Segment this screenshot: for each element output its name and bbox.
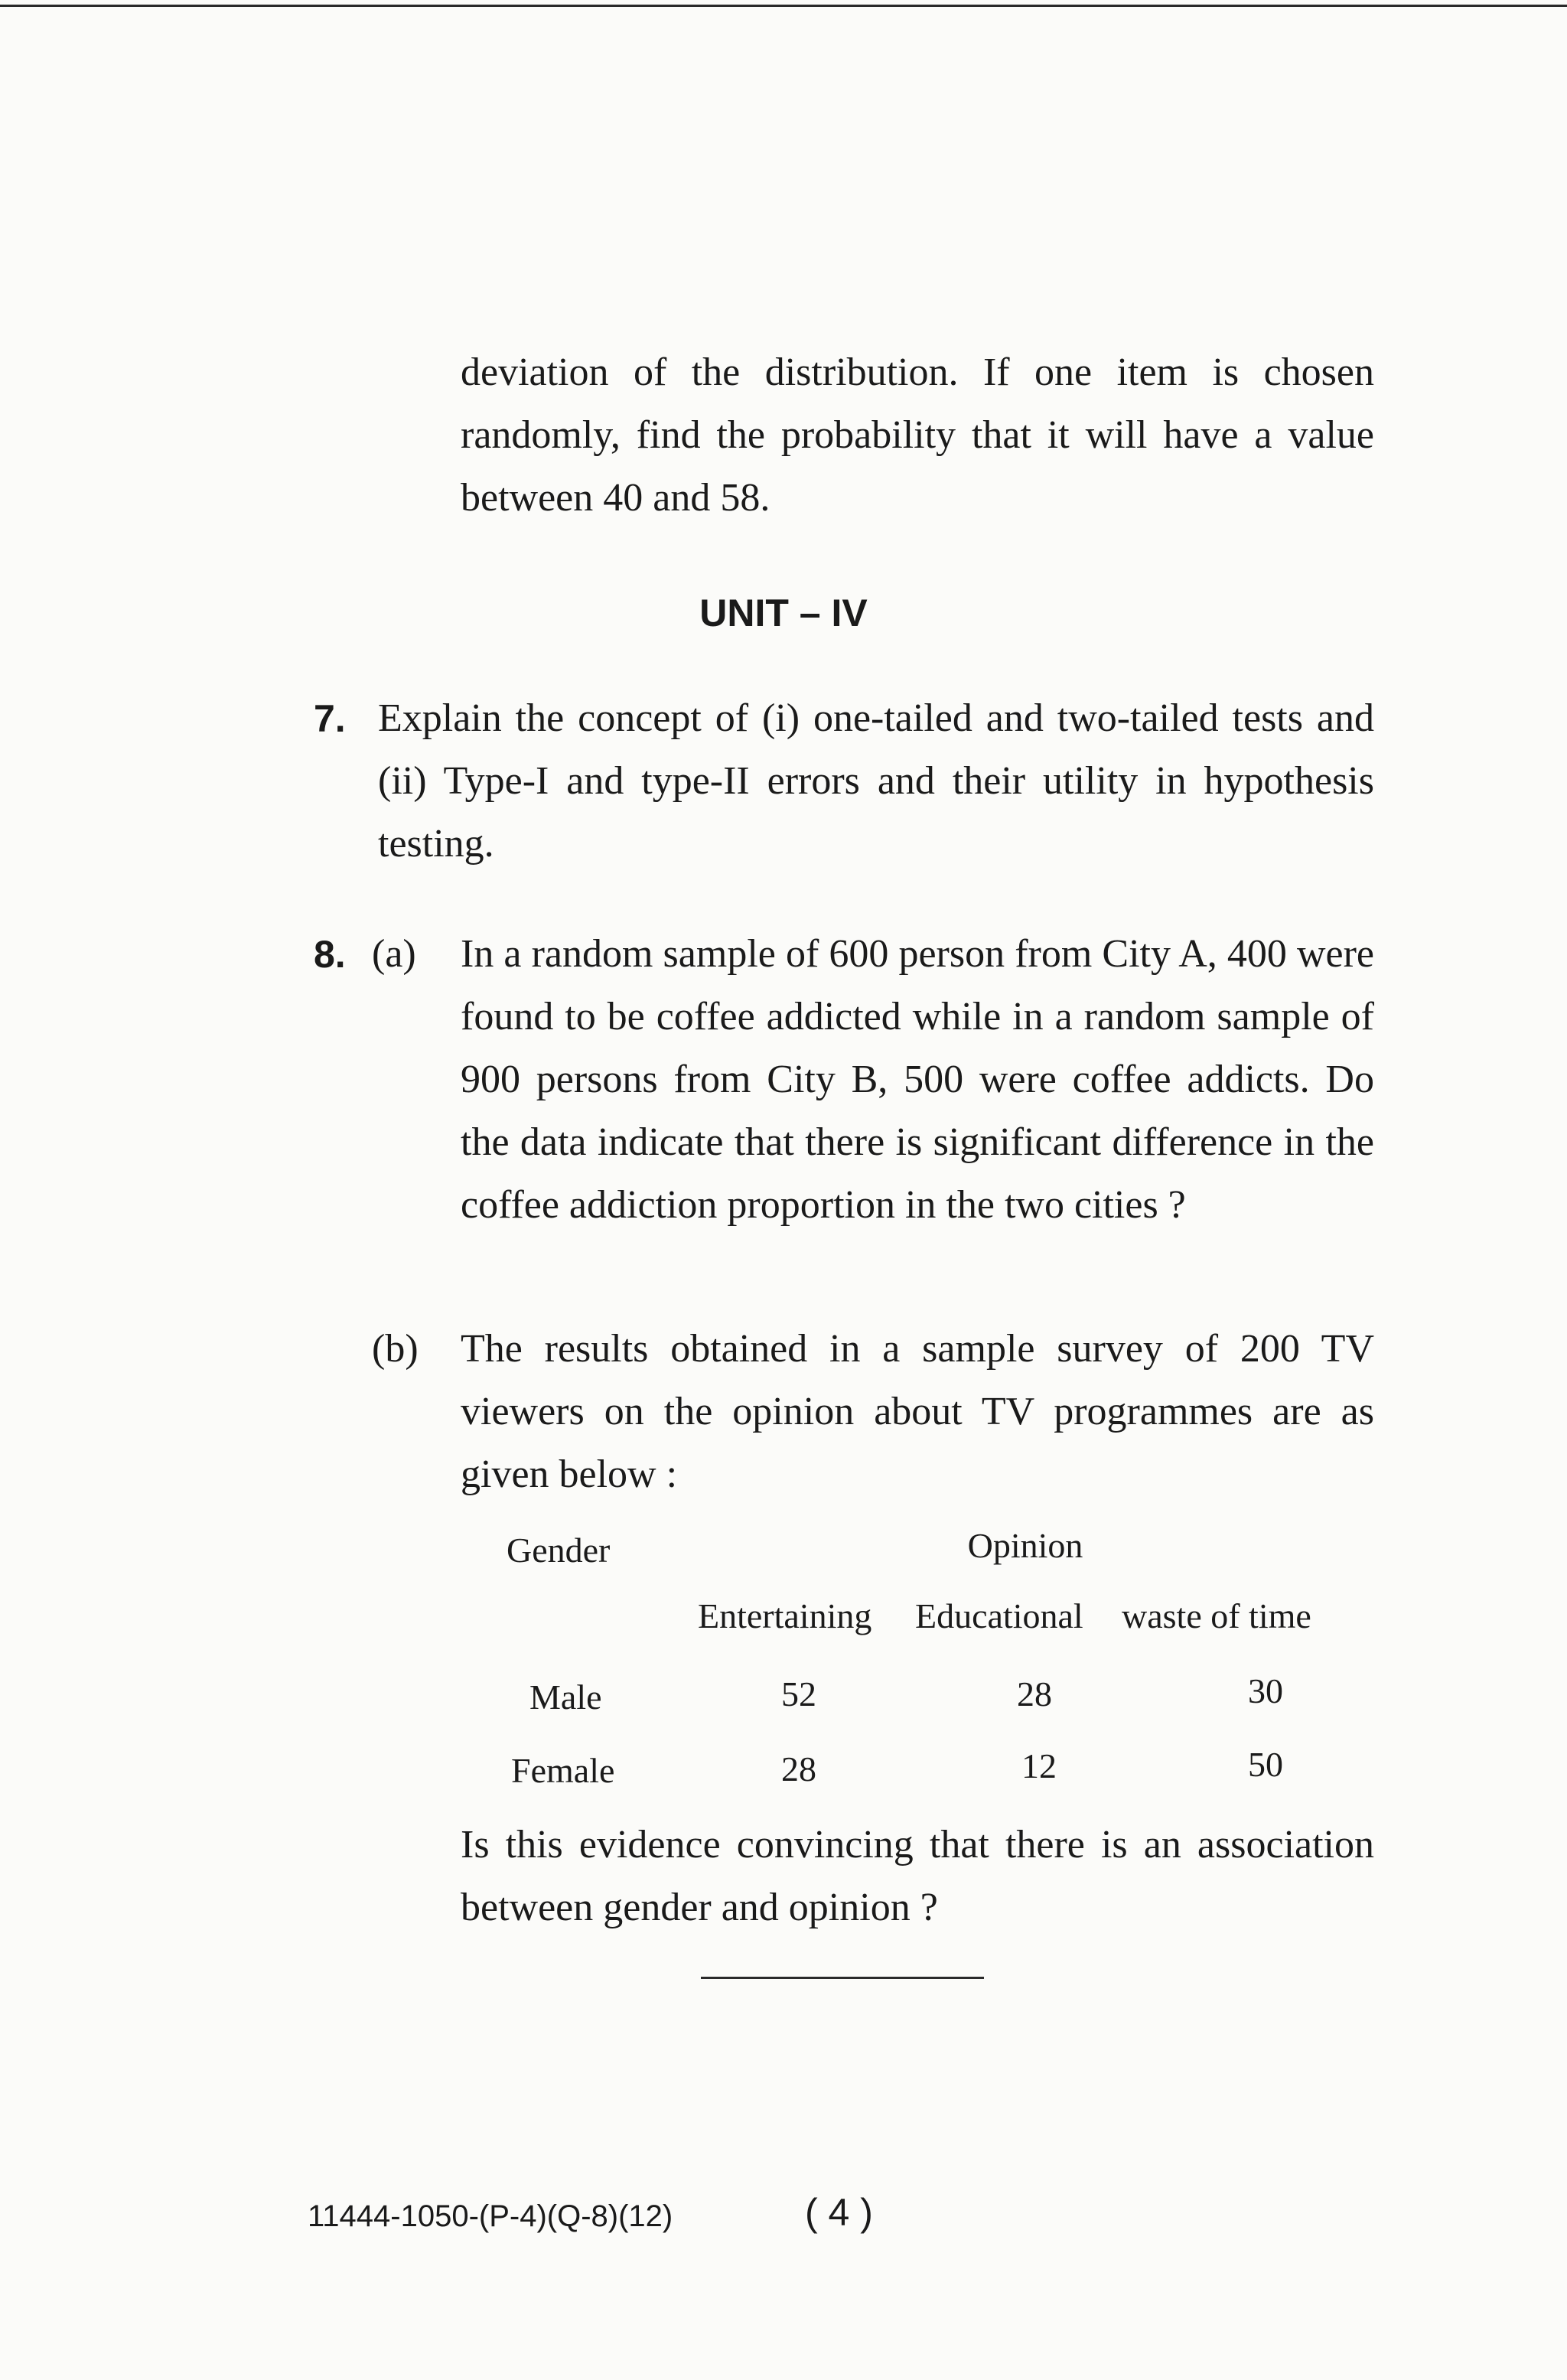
cell-female-entertaining: 28 — [781, 1749, 816, 1788]
top-border-line — [0, 5, 1567, 7]
row-label-male: Male — [529, 1677, 602, 1717]
cell-male-waste: 30 — [1248, 1671, 1283, 1710]
end-of-paper-rule — [701, 1977, 984, 1979]
question-7-text: Explain the concept of (i) one-tailed and two-tailed tests and (ii) Type-I and type-II errors and their utility in hypothesis testing. — [378, 696, 1374, 866]
cell-male-educational: 28 — [1017, 1674, 1052, 1713]
table-group-header: Opinion — [967, 1526, 1083, 1565]
cell-male-entertaining: 52 — [781, 1674, 816, 1713]
cell-female-educational: 12 — [1021, 1746, 1057, 1785]
paper-code: 11444-1050-(P-4)(Q-8)(12) — [308, 2199, 673, 2233]
column-header-entertaining: Entertaining — [698, 1596, 872, 1635]
table-row-header: Gender — [507, 1531, 611, 1570]
question-8a-label: (a) — [372, 932, 416, 976]
question-8b-closing: Is this evidence convincing that there is an association between gender and opinion ? — [461, 1823, 1374, 1929]
question-8a-text: In a random sample of 600 person from City A, 400 were found to be coffee addicted while in a random sample of 900 persons from City B, 500 were coffee addicts. Do the data indicate that there is significant difference in the coffee addiction proportion in the two cities ? — [461, 932, 1374, 1227]
question-8b-text: The results obtained in a sample survey of 200 TV viewers on the opinion about TV programmes are as given below : — [461, 1327, 1374, 1496]
row-label-female: Female — [511, 1751, 615, 1790]
continuation-text: deviation of the distribution. If one item is chosen randomly, find the probability that it will have a value between 40 and 58. — [461, 350, 1374, 520]
question-8-number: 8. — [314, 933, 346, 976]
question-8b-label: (b) — [372, 1327, 419, 1371]
question-7-number: 7. — [314, 697, 346, 740]
column-header-waste-of-time: waste of time — [1122, 1596, 1311, 1635]
unit-heading: UNIT – IV — [699, 592, 868, 634]
column-header-educational: Educational — [915, 1596, 1083, 1635]
cell-female-waste: 50 — [1248, 1745, 1283, 1784]
page-number: ( 4 ) — [805, 2191, 873, 2234]
